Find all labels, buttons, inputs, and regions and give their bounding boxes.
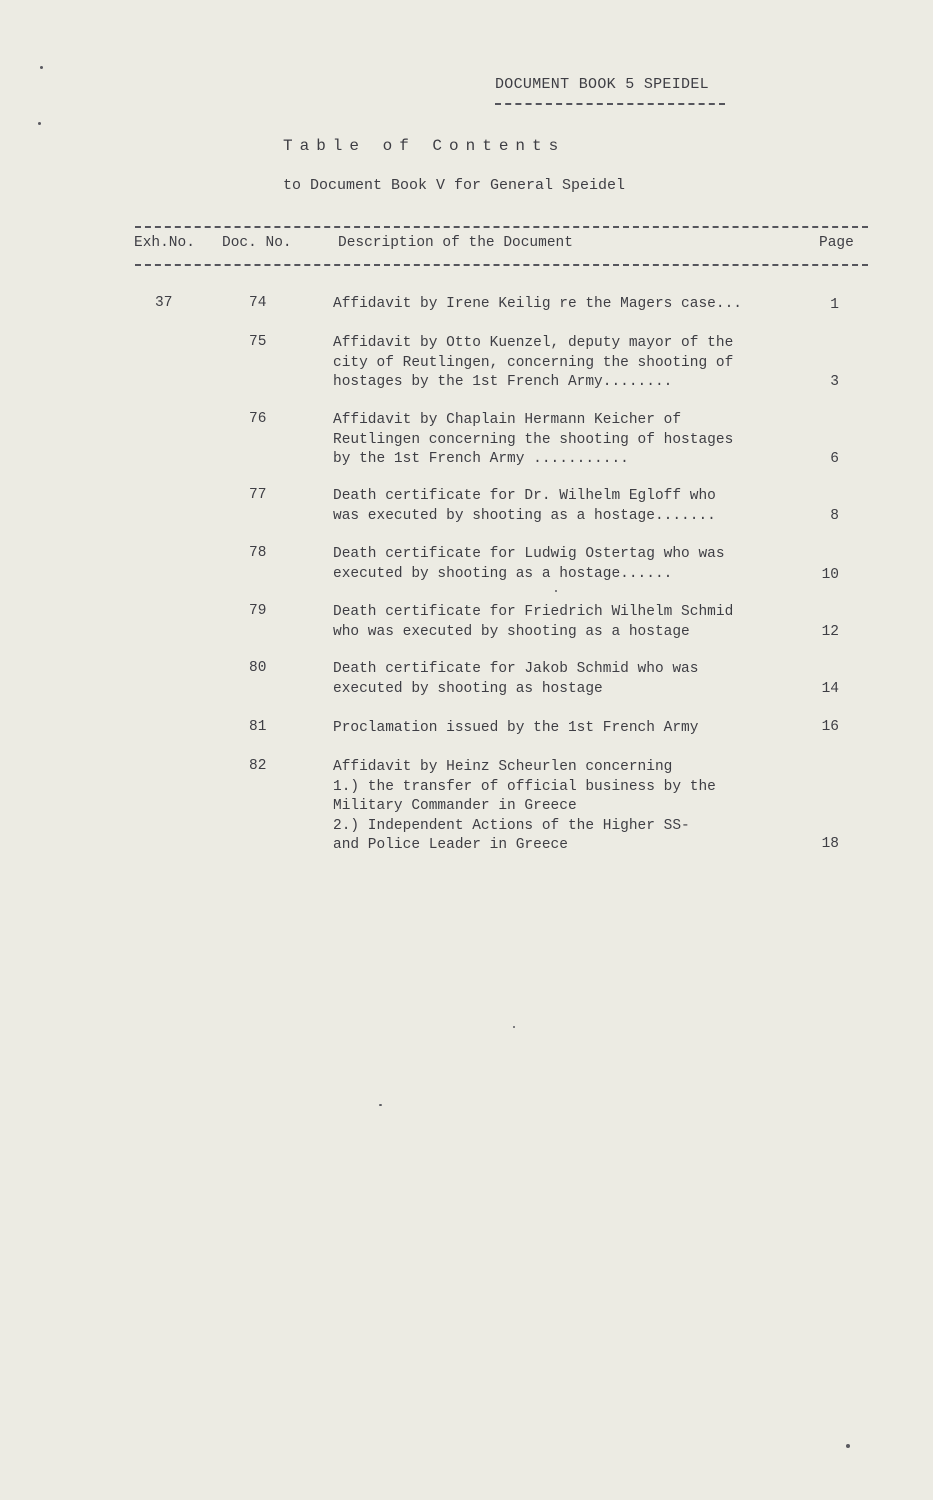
document-number: 78	[249, 545, 267, 561]
document-book-title: DOCUMENT BOOK 5 SPEIDEL	[495, 76, 709, 93]
entry-page: 10	[821, 567, 839, 583]
column-header-page: Page	[819, 235, 854, 251]
entry-description: Affidavit by Chaplain Hermann Keicher of Reutlingen concerning the shooting of hostages by the 1st French Army ...........	[333, 412, 734, 467]
entry-description: Affidavit by Heinz Scheurlen concerning 1.) the transfer of official business by the Military Commander in Greece 2.) Independent Actions of the Higher SS- and Police Leader in Greece	[333, 759, 716, 853]
header-bottom-rule	[135, 264, 868, 266]
table-of-contents-title: Table of Contents	[283, 137, 566, 155]
exhibit-number: 37	[155, 295, 173, 311]
entry-page: 16	[821, 719, 839, 735]
document-number: 74	[249, 295, 267, 311]
entry-page: 18	[821, 836, 839, 852]
document-number: 80	[249, 660, 267, 676]
entry-page: 3	[830, 374, 839, 390]
entry-description: Affidavit by Otto Kuenzel, deputy mayor of the city of Reutlingen, concerning the shooting of hostages by the 1st French Army........	[333, 335, 734, 390]
paper-speck	[513, 1026, 515, 1028]
paper-speck	[38, 122, 41, 125]
document-number: 81	[249, 719, 267, 735]
document-number: 82	[249, 758, 267, 774]
entry-description: Proclamation issued by the 1st French Army	[333, 720, 699, 736]
column-header-description: Description of the Document	[338, 235, 573, 251]
paper-speck	[555, 590, 557, 592]
paper-speck	[40, 66, 43, 69]
column-header-exh-no: Exh.No.	[134, 235, 195, 251]
entry-page: 8	[830, 508, 839, 524]
paper-speck	[379, 1104, 382, 1106]
entry-description: Death certificate for Dr. Wilhelm Egloff who was executed by shooting as a hostage.......	[333, 488, 716, 524]
entry-description: Death certificate for Jakob Schmid who was executed by shooting as hostage	[333, 661, 699, 697]
document-number: 76	[249, 411, 267, 427]
entry-description: Death certificate for Ludwig Ostertag who was executed by shooting as a hostage......	[333, 546, 725, 582]
column-header-doc-no: Doc. No.	[222, 235, 292, 251]
toc-subtitle: to Document Book V for General Speidel	[283, 177, 626, 194]
header-top-rule	[135, 226, 868, 228]
title-underline	[495, 103, 725, 105]
document-number: 77	[249, 487, 267, 503]
entry-description: Death certificate for Friedrich Wilhelm Schmid who was executed by shooting as a hostage	[333, 604, 734, 640]
paper-speck	[846, 1444, 850, 1448]
document-number: 79	[249, 603, 267, 619]
entry-page: 1	[830, 297, 839, 313]
entry-page: 14	[821, 681, 839, 697]
entry-page: 6	[830, 451, 839, 467]
document-number: 75	[249, 334, 267, 350]
entry-page: 12	[821, 624, 839, 640]
entry-description: Affidavit by Irene Keilig re the Magers case...	[333, 296, 742, 312]
